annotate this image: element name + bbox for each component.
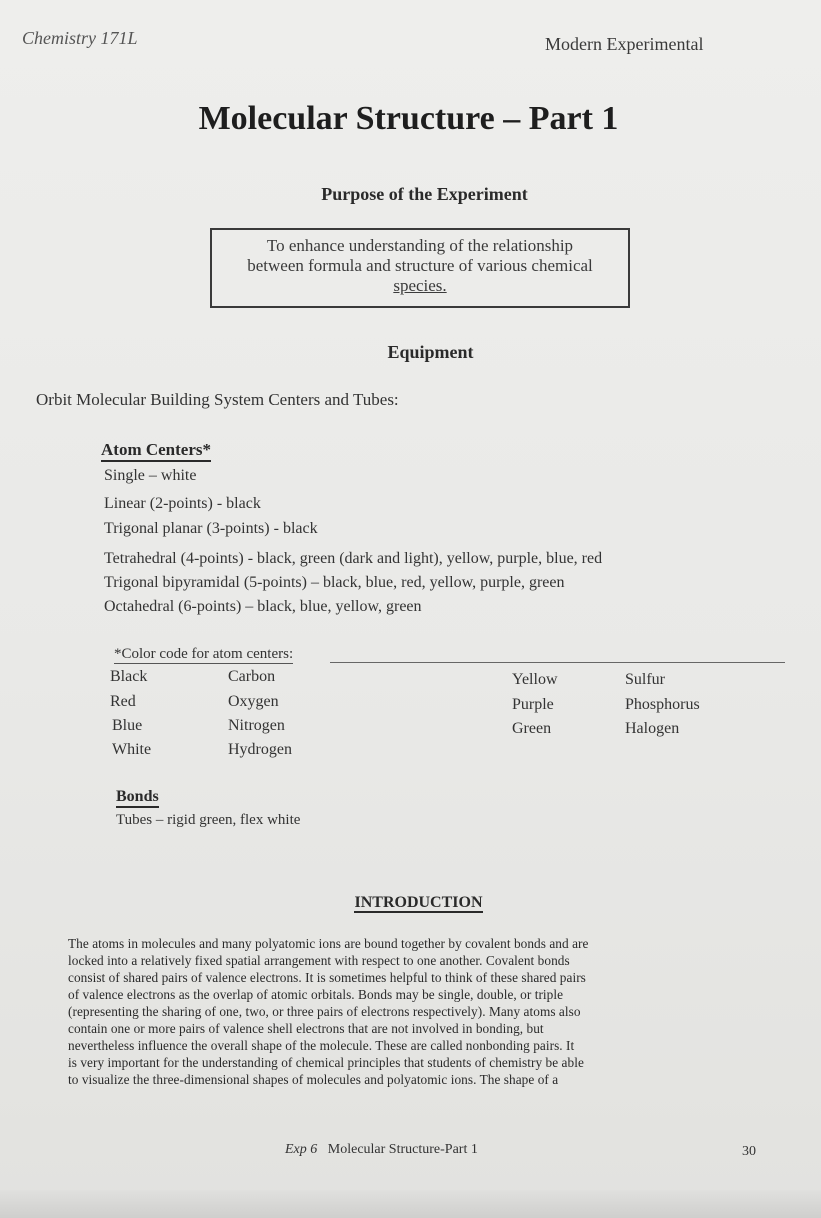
color-name: Green — [512, 720, 552, 737]
color-code-heading: *Color code for atom centers: — [114, 646, 294, 662]
color-name: White — [112, 741, 152, 758]
element-name: Oxygen — [228, 693, 279, 710]
equipment-kit: Orbit Molecular Building System Centers and Tubes: — [36, 390, 399, 409]
color-name: Yellow — [512, 671, 558, 688]
intro-line: to visualize the three-dimensional shapes of molecules and polyatomic ions. The shape of a — [68, 1072, 559, 1087]
element-name: Phosphorus — [625, 696, 700, 713]
footer-exp-title: Molecular Structure-Part 1 — [327, 1142, 478, 1157]
purpose-box — [210, 228, 630, 308]
bonds-text: Tubes – rigid green, flex white — [116, 812, 301, 828]
element-name: Carbon — [228, 668, 276, 685]
intro-line: is very important for the understanding of chemical principles that students of chemistry be able — [68, 1055, 584, 1070]
color-name: Black — [110, 668, 148, 685]
intro-line: locked into a relatively fixed spatial arrangement with respect to one another. Covalent bonds — [68, 953, 570, 968]
intro-line: (representing the sharing of one, two, or three pairs of electrons respectively). Many atoms also — [68, 1004, 581, 1019]
intro-line: consist of shared pairs of valence electrons. It is sometimes helpful to think of these shared pairs — [68, 970, 586, 985]
element-name: Halogen — [625, 720, 680, 737]
color-name: Purple — [512, 696, 554, 713]
intro-line: nevertheless influence the overall shape of the molecule. These are called nonbonding pairs. It — [68, 1038, 575, 1053]
purpose-line: species. — [393, 276, 447, 295]
page-title: Molecular Structure – Part 1 — [198, 100, 619, 137]
introduction-heading-text: INTRODUCTION — [354, 894, 483, 911]
color-name: Red — [110, 693, 136, 710]
atom-center-item: Single – white — [104, 467, 197, 484]
intro-line: The atoms in molecules and many polyatomic ions are bound together by covalent bonds and are — [68, 936, 589, 951]
purpose-heading: Purpose of the Experiment — [321, 184, 528, 204]
footer — [285, 1142, 478, 1158]
divider — [330, 662, 785, 663]
page-number: 30 — [742, 1144, 756, 1159]
bonds-heading: Bonds — [116, 788, 159, 808]
intro-line: of valence electrons as the overlap of atomic orbitals. Bonds may be single, double, or triple — [68, 987, 564, 1002]
atom-center-item: Tetrahedral (4-points) - black, green (dark and light), yellow, purple, blue, red — [104, 550, 603, 567]
element-name: Sulfur — [625, 671, 665, 688]
atom-center-item: Linear (2-points) - black — [104, 495, 261, 512]
equipment-heading: Equipment — [387, 342, 474, 362]
intro-line: contain one or more pairs of valence shell electrons that are not involved in bonding, but — [68, 1021, 544, 1036]
section-label: Modern Experimental — [545, 34, 704, 54]
page-edge — [0, 1190, 821, 1218]
color-name: Blue — [112, 717, 143, 734]
atom-center-item: Octahedral (6-points) – black, blue, yellow, green — [104, 598, 422, 615]
purpose-line: To enhance understanding of the relationship — [266, 236, 574, 255]
introduction-heading — [8, 894, 821, 912]
element-name: Hydrogen — [228, 741, 292, 758]
atom-center-item: Trigonal planar (3-points) - black — [104, 520, 318, 537]
purpose-line: between formula and structure of various chemical — [247, 256, 593, 275]
atom-centers-heading: Atom Centers* — [101, 440, 211, 462]
footer-exp-label: Exp 6 — [285, 1142, 318, 1157]
element-name: Nitrogen — [228, 717, 285, 734]
course-label: Chemistry 171L — [22, 28, 138, 48]
atom-center-item: Trigonal bipyramidal (5-points) – black, blue, red, yellow, purple, green — [104, 574, 565, 591]
